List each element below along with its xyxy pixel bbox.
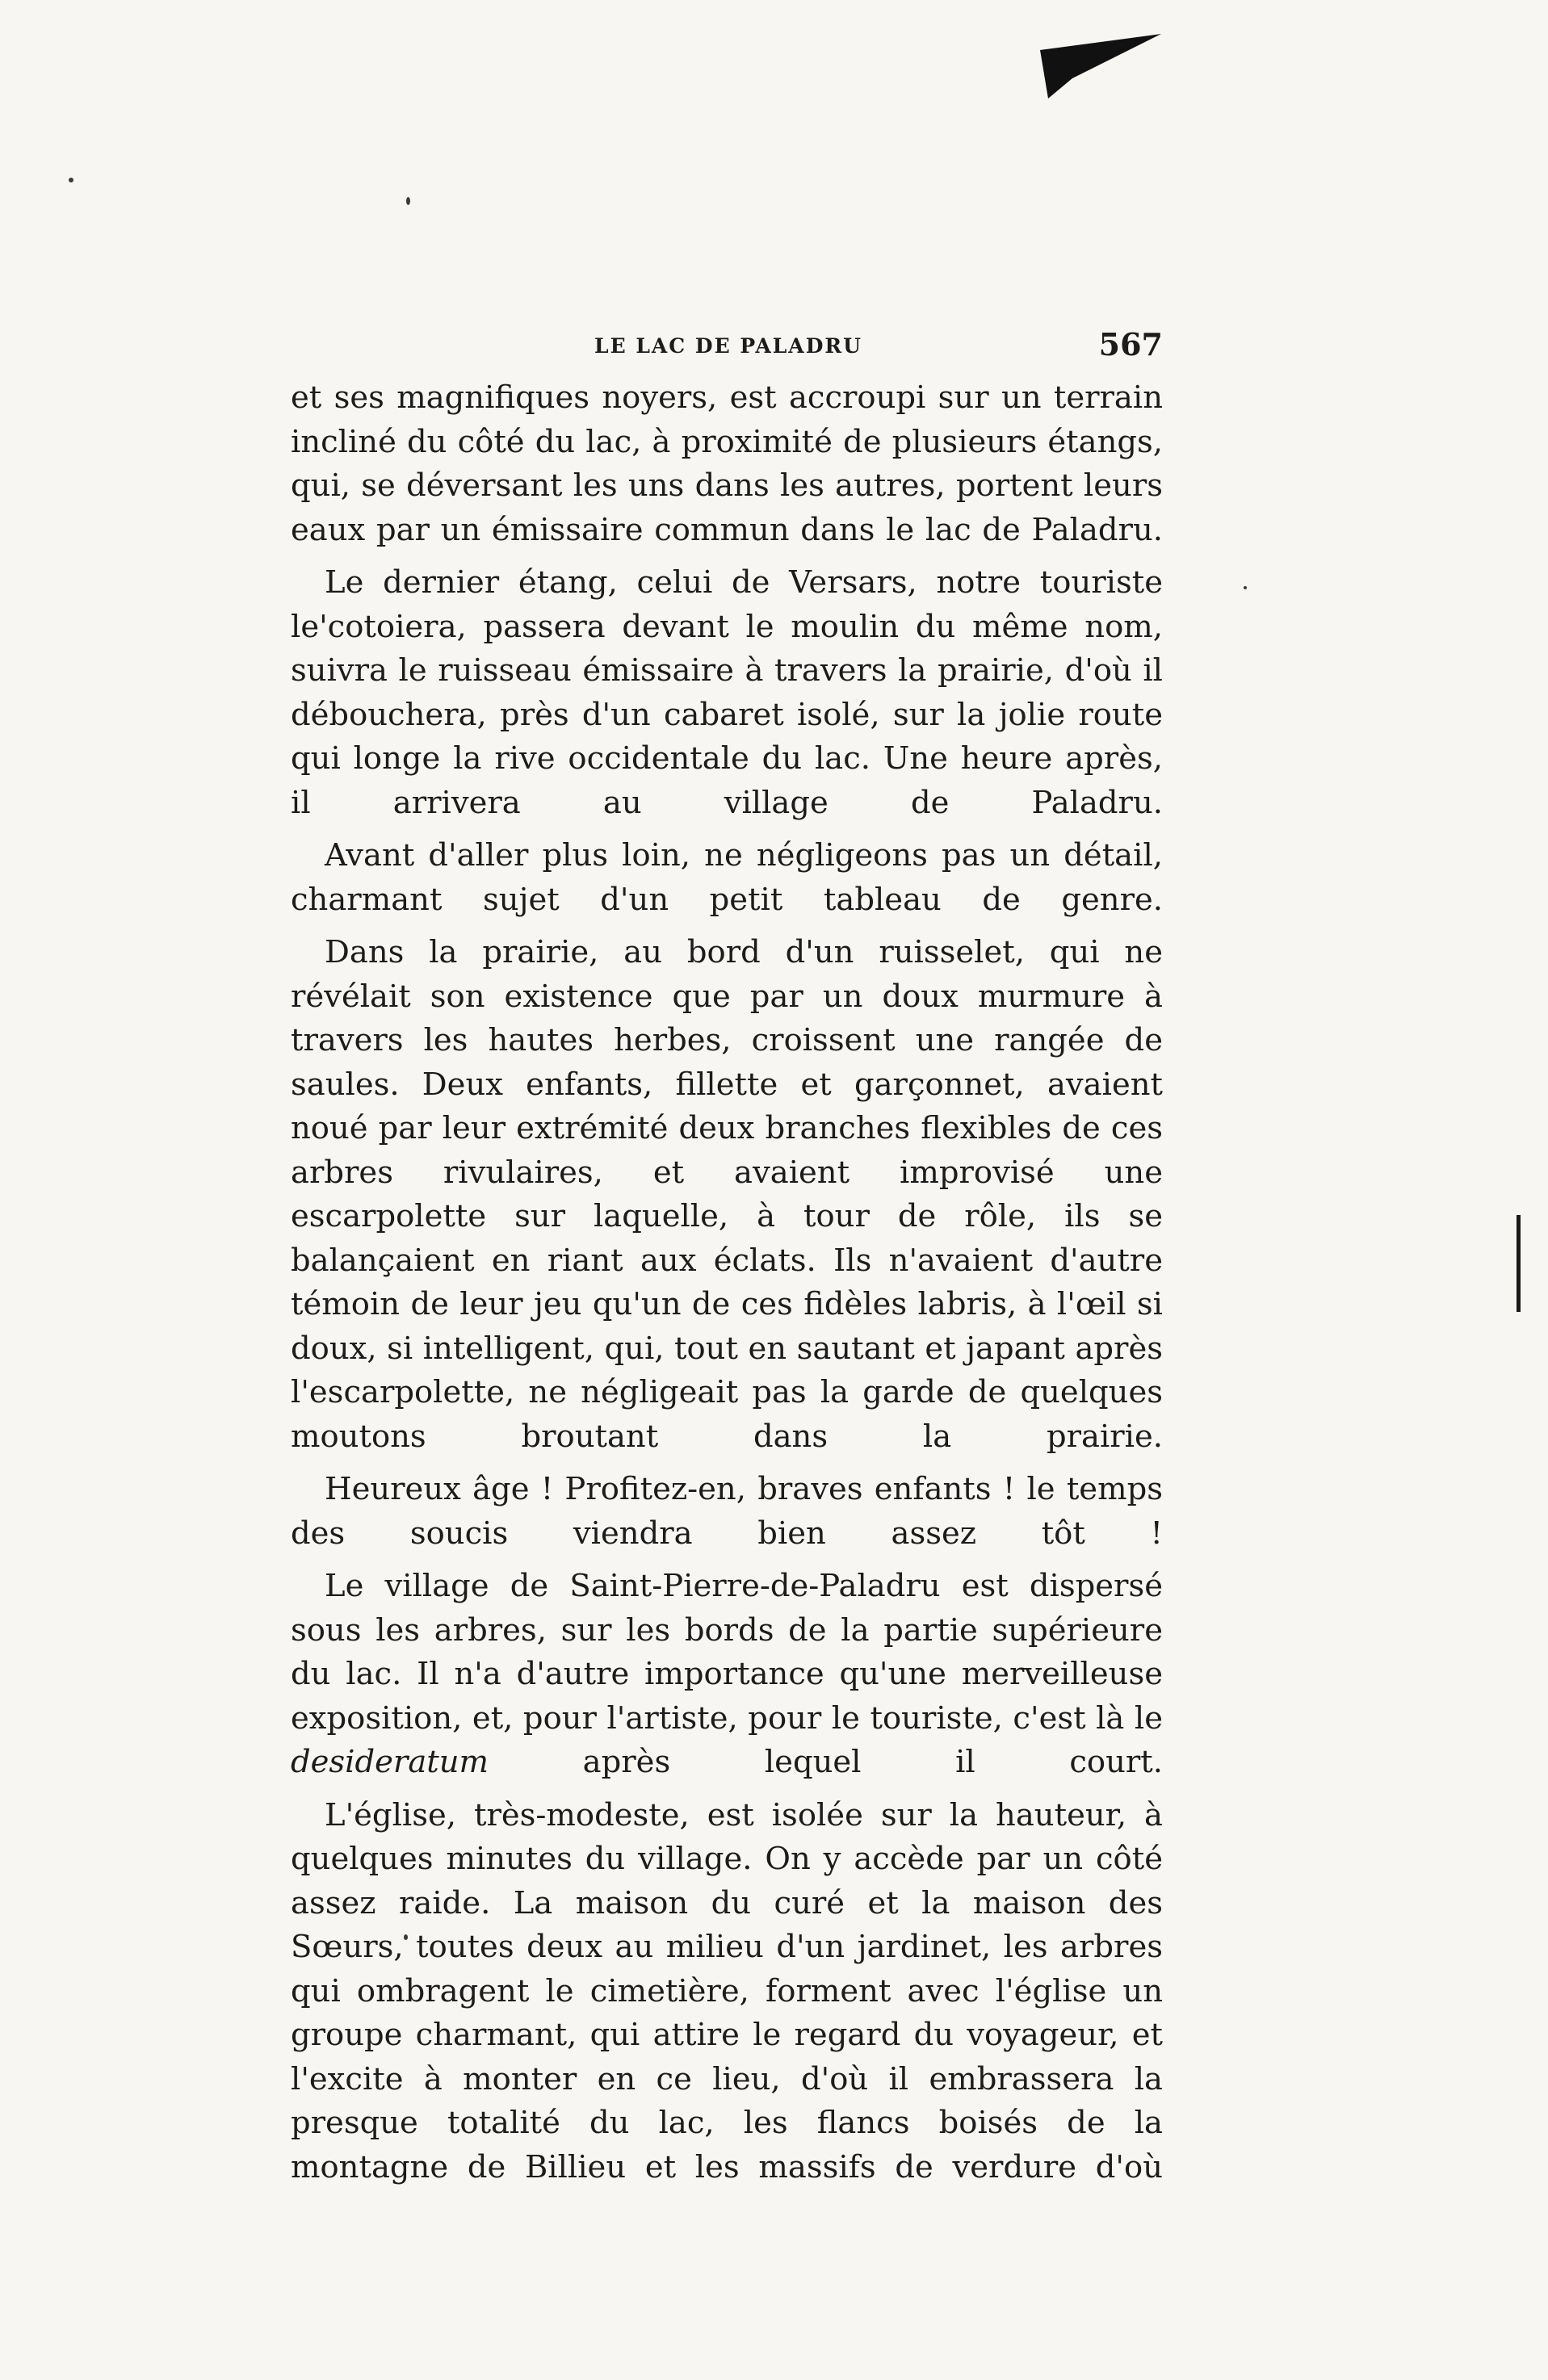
scan-edge-line	[1517, 1215, 1521, 1312]
paragraph-4: Dans la prairie, au bord d'un ruisselet, qui ne révélait son existence que par un doux murmure à travers les hautes herbes, croissent une rangée de saules. Deux enfants, fillette et garçonnet, avaient noué par leur extrémité deux branches flexibles de ces arbres rivulaires, et avaient improvisé une escarpolette sur laquelle, à tour de rôle, ils se balançaient en riant aux éclats. Ils n'avaient d'autre témoin de leur jeu qu'un de ces fidèles labris, à l'œil si doux, si intelligent, qui, tout en sautant et japant après l'escarpolette, ne négligeait pas la garde de quelques moutons broutant dans la prairie.	[291, 934, 1163, 1455]
paragraph-7: L'église, très-modeste, est isolée sur la hauteur, à quelques minutes du village. On y accède par un côté assez raide. La maison du curé et la maison des Sœurs, toutes deux au milieu d'un jardinet, les arbres qui ombragent le cimetière, forment avec l'église un groupe charmant, qui attire le regard du voyageur, et l'excite à monter en ce lieu, d'où il embrassera la presque totalité du lac, les flancs boisés de la montagne de Billieu et les massifs de verdure d'où	[291, 1796, 1163, 2185]
paragraph-3: Avant d'aller plus loin, ne négligeons pas un détail, charmant sujet d'un petit tableau de genre.	[291, 837, 1163, 918]
paragraph-6	[291, 1565, 1163, 1785]
running-title: LE LAC DE PALADRU	[594, 334, 862, 358]
scan-speck	[1244, 586, 1247, 589]
body-text	[291, 376, 1163, 2198]
scan-speck	[69, 178, 73, 182]
italic-term: desideratum	[291, 1744, 489, 1780]
page-number: 567	[1098, 326, 1163, 362]
paragraph-5: Heureux âge ! Profitez-en, braves enfants ! le temps des soucis viendra bien assez tôt !	[291, 1471, 1163, 1552]
paragraph-6-end: après lequel il court.	[489, 1744, 1163, 1780]
paragraph-2: Le dernier étang, celui de Versars, notre touriste le'cotoiera, passera devant le moulin du même nom, suivra le ruisseau émissaire à travers la prairie, d'où il débouchera, près d'un cabaret isolé, sur la jolie route qui longe la rive occidentale du lac. Une heure après, il arrivera au village de Paladru.	[291, 564, 1163, 821]
scan-speck	[406, 197, 410, 205]
page-header	[291, 326, 1163, 371]
scan-mark-shape	[1040, 34, 1161, 98]
paragraph-1: et ses magnifiques noyers, est accroupi sur un terrain incliné du côté du lac, à proximité de plusieurs étangs, qui, se déversant les uns dans les autres, portent leurs eaux par un émissaire commun dans le lac de Paladru.	[291, 379, 1163, 548]
paragraph-6-text: Le village de Saint-Pierre-de-Paladru est dispersé sous les arbres, sur les bords de la partie supérieure du lac. Il n'a d'autre importance qu'une merveilleuse exposition, et, pour l'artiste, pour le touriste, c'est là le	[291, 1568, 1163, 1737]
